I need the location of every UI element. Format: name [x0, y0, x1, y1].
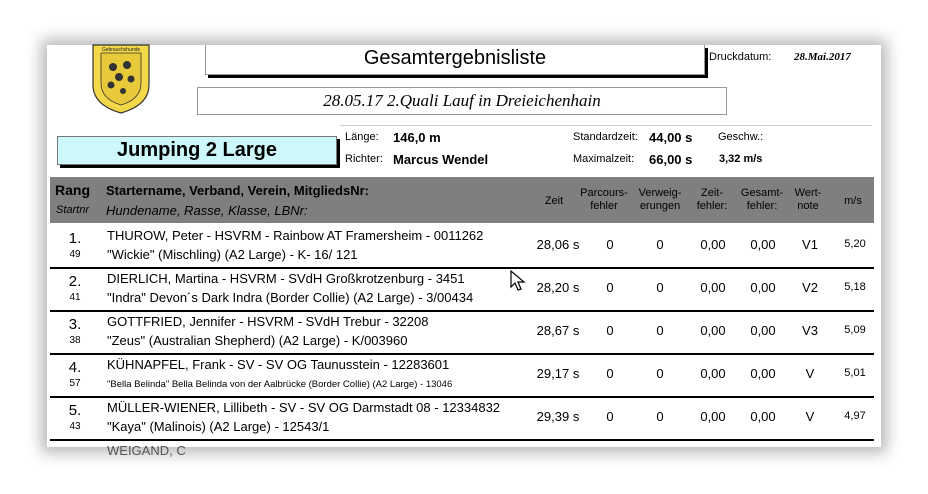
refusals-cell: 0: [656, 280, 664, 295]
refusals-cell: 0: [656, 366, 664, 381]
starter-name: KÜHNAPFEL, Frank - SV - SV OG Taunusstein - 12283601: [107, 357, 450, 372]
time-faults-cell: 0,00: [700, 409, 726, 424]
speed-cell: 5,09: [844, 324, 866, 336]
rank: 5.: [68, 402, 82, 419]
start-number: 57: [69, 378, 81, 389]
print-date: 28.Mai.2017: [794, 51, 851, 63]
course-faults-cell: 0: [606, 366, 614, 381]
rating-cell: V: [805, 409, 815, 424]
event-subtitle: 28.05.17 2.Quali Lauf in Dreieichenhain: [197, 87, 727, 115]
total-faults-cell: 0,00: [750, 237, 776, 252]
refusals-cell: 0: [656, 323, 664, 338]
col-verweig: Verweig- erungen: [638, 187, 682, 212]
table-row-partial: WEIGAND, C: [107, 443, 186, 458]
standard-time-value: 44,00 s: [649, 130, 693, 145]
col-gesamt: Gesamt- fehler:: [740, 187, 784, 212]
speed-label: Geschw.:: [718, 131, 764, 143]
course-info: [340, 125, 872, 172]
speed-cell: 4,97: [844, 410, 866, 422]
print-date-label: Druckdatum:: [709, 51, 772, 63]
dog-name: "Bella Belinda" Bella Belinda von der Aalbrücke (Border Collie) (A2 Large) - 13046: [107, 379, 453, 390]
speed-cell: 5,20: [844, 238, 866, 250]
table-row: [50, 267, 874, 312]
col-starter: Startername, Verband, Verein, MitgliedsNr:: [106, 183, 369, 198]
rank-cell: [50, 310, 100, 346]
time-cell: 29,39 s: [536, 409, 580, 424]
time-faults-cell: 0,00: [700, 323, 726, 338]
judge-value: Marcus Wendel: [393, 152, 489, 167]
length-label: Länge:: [345, 131, 379, 143]
col-parcours: Parcours- fehler: [580, 187, 628, 212]
course-faults-cell: 0: [606, 323, 614, 338]
start-number: 41: [69, 292, 81, 303]
time-faults-cell: 0,00: [700, 280, 726, 295]
course-faults-cell: 0: [606, 280, 614, 295]
speed-cell: 5,18: [844, 281, 866, 293]
rating-cell: V2: [802, 280, 818, 295]
starter-name: GOTTFRIED, Jennifer - HSVRM - SVdH Trebur - 32208: [107, 314, 429, 329]
max-time-label: Maximalzeit:: [573, 153, 635, 165]
refusals-cell: 0: [656, 237, 664, 252]
time-faults-cell: 0,00: [700, 366, 726, 381]
time-cell: 29,17 s: [536, 366, 580, 381]
col-startnr: Startnr: [56, 204, 90, 216]
table-row: [50, 224, 874, 269]
col-hund: Hundename, Rasse, Klasse, LBNr:: [106, 203, 308, 218]
rating-cell: V1: [802, 237, 818, 252]
rank: 1.: [68, 230, 82, 247]
start-number: 43: [69, 421, 81, 432]
total-faults-cell: 0,00: [750, 366, 776, 381]
dog-name: "Wickie" (Mischling) (A2 Large) - K- 16/ 121: [107, 247, 358, 262]
results-sheet: [47, 45, 881, 458]
table-row: [50, 396, 874, 441]
page-title: Gesamtergebnisliste: [205, 45, 705, 75]
table-row: [50, 310, 874, 355]
dog-name: "Indra" Devon´s Dark Indra (Border Collie) (A2 Large) - 3/00434: [107, 290, 474, 305]
course-faults-cell: 0: [606, 409, 614, 424]
dog-name: "Kaya" (Malinois) (A2 Large) - 12543/1: [107, 419, 330, 434]
time-faults-cell: 0,00: [700, 237, 726, 252]
time-cell: 28,67 s: [536, 323, 580, 338]
rank: 4.: [68, 359, 82, 376]
svg-text:Gebrauchshunde: Gebrauchshunde: [101, 47, 141, 53]
time-cell: 28,20 s: [536, 280, 580, 295]
standard-time-label: Standardzeit:: [573, 131, 638, 143]
col-zeitfehler: Zeit- fehler:: [696, 187, 728, 212]
col-ms: m/s: [844, 195, 862, 207]
time-cell: 28,06 s: [536, 237, 580, 252]
start-number: 49: [69, 249, 81, 260]
class-title: Jumping 2 Large: [57, 136, 337, 165]
starter-name: DIERLICH, Martina - HSVRM - SVdH Großkrotzenburg - 3451: [107, 271, 465, 286]
judge-label: Richter:: [345, 153, 383, 165]
col-wertnote: Wert- note: [794, 187, 822, 212]
starter-name: MÜLLER-WIENER, Lillibeth - SV - SV OG Darmstadt 08 - 12334832: [107, 400, 501, 415]
total-faults-cell: 0,00: [750, 323, 776, 338]
max-time-value: 66,00 s: [649, 152, 693, 167]
rank-cell: [50, 267, 100, 303]
rating-cell: V3: [802, 323, 818, 338]
rank-cell: [50, 224, 100, 260]
length-value: 146,0 m: [393, 130, 441, 145]
rank: 2.: [68, 273, 82, 290]
speed-value: 3,32 m/s: [719, 153, 763, 165]
dog-name: "Zeus" (Australian Shepherd) (A2 Large) - K/003960: [107, 333, 408, 348]
mouse-cursor-icon: [510, 270, 526, 292]
rank: 3.: [68, 316, 82, 333]
rank-cell: [50, 353, 100, 389]
start-number: 38: [69, 335, 81, 346]
speed-cell: 5,01: [844, 367, 866, 379]
rating-cell: V: [805, 366, 815, 381]
refusals-cell: 0: [656, 409, 664, 424]
col-zeit: Zeit: [544, 195, 564, 207]
table-header: [50, 177, 874, 223]
total-faults-cell: 0,00: [750, 409, 776, 424]
course-faults-cell: 0: [606, 237, 614, 252]
table-row: [50, 353, 874, 398]
club-logo: [91, 45, 151, 113]
starter-name: THUROW, Peter - HSVRM - Rainbow AT Framersheim - 0011262: [107, 228, 484, 243]
col-rang: Rang: [55, 182, 90, 198]
total-faults-cell: 0,00: [750, 280, 776, 295]
rank-cell: [50, 396, 100, 432]
